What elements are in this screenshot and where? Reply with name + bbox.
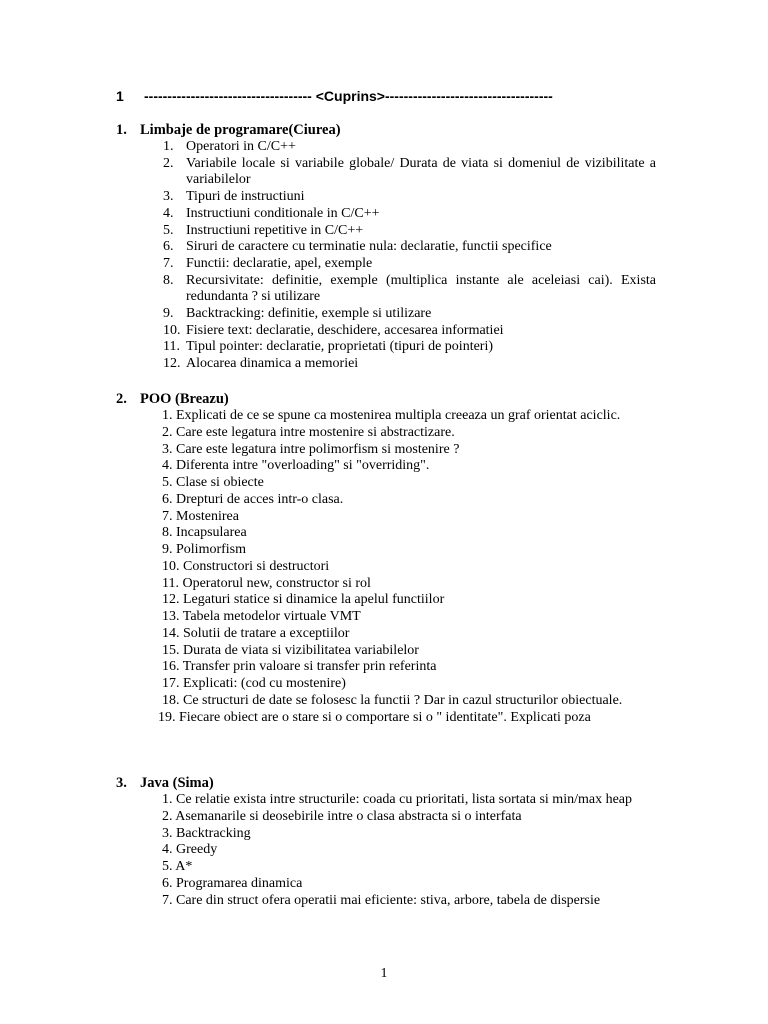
list-item: 12. Legaturi statice si dinamice la apelul functiilor — [162, 592, 445, 608]
list-item: 5. Clase si obiecte — [162, 475, 264, 490]
section-limbaje — [116, 122, 656, 373]
list-item: 11. Operatorul new, constructor si rol — [162, 575, 371, 591]
list-item: 13. Tabela metodelor virtuale VMT — [162, 609, 361, 624]
list-item: 2. Care este legatura intre mostenire si abstractizare. — [162, 424, 455, 440]
section-title: 3. Java (Sima) — [116, 775, 214, 791]
section-item-list — [116, 139, 656, 373]
list-item: 8. Recursivitate: definitie, exemple (multiplica instante ale aceleiasi cai). Exista redundanta ? si utilizare — [163, 272, 656, 305]
list-item: 7. Care din struct ofera operatii mai eficiente: stiva, arbore, tabela de dispersie — [162, 892, 601, 908]
list-item: 15. Durata de viata si vizibilitatea variabilelor — [162, 642, 419, 658]
list-item: 2. Asemanarile si deosebirile intre o clasa abstracta si o interfata — [162, 808, 522, 824]
section-title: 2. POO (Breazu) — [116, 391, 229, 407]
list-item: 7. Mostenirea — [162, 508, 239, 524]
list-item: 19. Fiecare obiect are o stare si o comportare si o " identitate". Explicati poza — [158, 709, 591, 725]
list-item: 11. Tipul pointer: declaratie, proprietati (tipuri de pointeri) — [163, 339, 494, 355]
list-item: 1. Operatori in C/C++ — [163, 139, 296, 154]
list-item: 14. Solutii de tratare a exceptiilor — [162, 625, 350, 641]
list-item: 6. Drepturi de acces intr-o clasa. — [162, 491, 344, 507]
section-item-list — [116, 408, 656, 726]
list-item: 1. Explicati de ce se spune ca mostenirea multipla creeaza un graf orientat aciclic. — [162, 408, 621, 423]
section-poo — [116, 391, 656, 726]
list-item: 6. Programarea dinamica — [162, 875, 303, 891]
toc-header — [116, 87, 656, 105]
list-item: 10. Fisiere text: declaratie, deschidere, accesarea informatiei — [163, 322, 504, 338]
toc-number: 1 — [116, 88, 124, 104]
section-title: 1. Limbaje de programare(Ciurea) — [116, 122, 341, 138]
list-item: 5. A* — [162, 859, 193, 874]
list-item: 4. Greedy — [162, 842, 218, 858]
list-item: 12. Alocarea dinamica a memoriei — [163, 356, 359, 372]
list-item: 8. Incapsularea — [162, 525, 247, 541]
list-item: 4. Diferenta intre "overloading" si "overriding". — [162, 458, 430, 474]
list-item: 9. Polimorfism — [162, 542, 247, 557]
list-item: 7. Functii: declaratie, apel, exemple — [163, 255, 373, 271]
list-item: 10. Constructori si destructori — [162, 558, 330, 574]
section-item-list — [116, 792, 656, 909]
list-item: 16. Transfer prin valoare si transfer prin referinta — [162, 659, 437, 675]
list-item: 2. Variabile locale si variabile globale/ Durata de viata si domeniul de vizibilitate a variabilelor — [163, 155, 656, 188]
list-item: 3. Backtracking — [162, 825, 251, 841]
list-item: 5. Instructiuni repetitive in C/C++ — [163, 222, 364, 238]
section-java — [116, 775, 656, 909]
list-item: 9. Backtracking: definitie, exemple si utilizare — [163, 306, 432, 322]
list-item: 3. Tipuri de instructiuni — [163, 189, 305, 205]
toc-title: ------------------------------------ <Cuprins>------------------------------------ — [144, 88, 553, 104]
list-item: 4. Instructiuni conditionale in C/C++ — [163, 205, 380, 221]
list-item: 17. Explicati: (cod cu mostenire) — [162, 676, 346, 691]
list-item: 6. Siruri de caractere cu terminatie nula: declaratie, functii specifice — [163, 239, 552, 255]
list-item: 3. Care este legatura intre polimorfism si mostenire ? — [162, 441, 460, 457]
page-number: 1 — [380, 966, 388, 981]
list-item: 1. Ce relatie exista intre structurile: coada cu prioritati, lista sortata si min/max heap — [162, 792, 633, 807]
list-item: 18. Ce structuri de date se folosesc la functii ? Dar in cazul structurilor obiectuale. — [162, 692, 623, 708]
